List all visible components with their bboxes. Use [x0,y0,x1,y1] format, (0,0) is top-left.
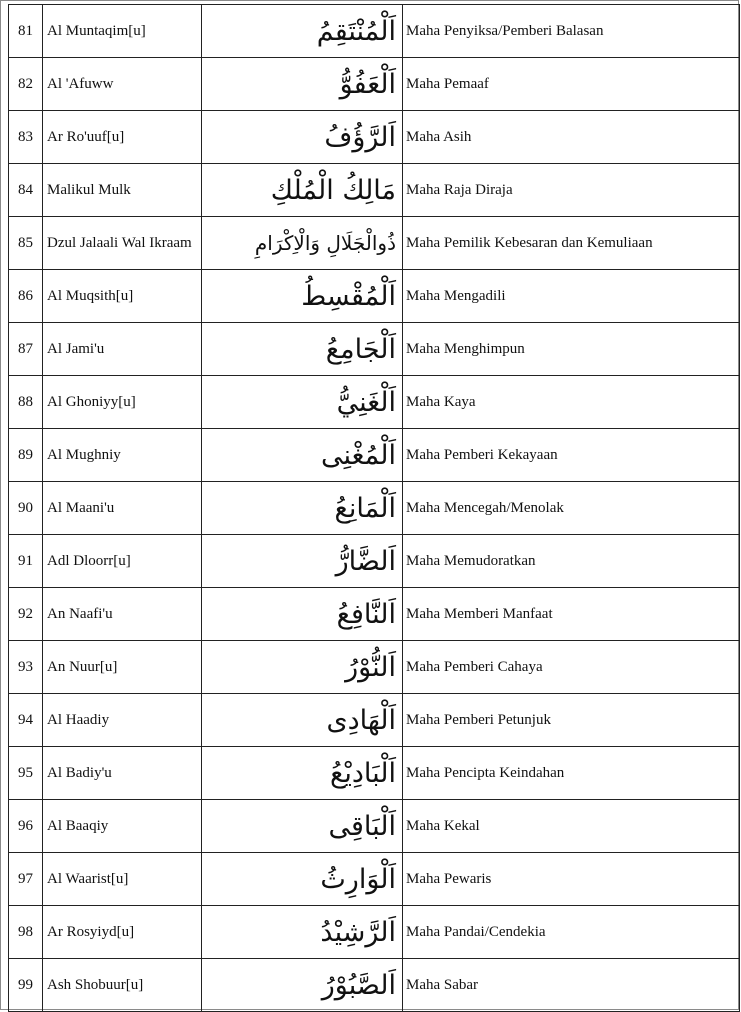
name-meaning: Maha Memberi Manfaat [403,588,740,641]
table-row [9,323,740,376]
row-number: 99 [9,959,43,1012]
arabic-name: اَلضَّارُّ [202,535,403,588]
row-number: 88 [9,376,43,429]
table-row [9,164,740,217]
table-row [9,747,740,800]
table-row [9,800,740,853]
arabic-name: اَلْمُغْنِى [202,429,403,482]
latin-name: Al Jami'u [43,323,202,376]
latin-name: Al Waarist[u] [43,853,202,906]
arabic-name: اَلْبَاقِى [202,800,403,853]
latin-name: Al Badiy'u [43,747,202,800]
asmaul-husna-table [8,4,740,1012]
name-meaning: Maha Kekal [403,800,740,853]
name-meaning: Maha Pewaris [403,853,740,906]
table-row [9,906,740,959]
name-meaning: Maha Pemberi Cahaya [403,641,740,694]
arabic-name: اَلْمُقْسِطُ [202,270,403,323]
table-row [9,959,740,1012]
latin-name: Al Baaqiy [43,800,202,853]
row-number: 98 [9,906,43,959]
table-body [9,5,740,1012]
name-meaning: Maha Penyiksa/Pemberi Balasan [403,5,740,58]
table-row [9,429,740,482]
arabic-name: اَلرَّشِيْدُ [202,906,403,959]
arabic-name: اَلْمُنْتَقِمُ [202,5,403,58]
table-row [9,376,740,429]
table-row [9,482,740,535]
latin-name: Al Muntaqim[u] [43,5,202,58]
name-meaning: Maha Menghimpun [403,323,740,376]
row-number: 93 [9,641,43,694]
table-row [9,641,740,694]
name-meaning: Maha Kaya [403,376,740,429]
row-number: 81 [9,5,43,58]
table-row [9,535,740,588]
latin-name: Ar Ro'uuf[u] [43,111,202,164]
name-meaning: Maha Mengadili [403,270,740,323]
table-row [9,694,740,747]
row-number: 89 [9,429,43,482]
name-meaning: Maha Pemilik Kebesaran dan Kemuliaan [403,217,740,270]
arabic-name: اَلْمَانِعُ [202,482,403,535]
row-number: 94 [9,694,43,747]
arabic-name: اَلنُّوْرُ [202,641,403,694]
arabic-name: اَلْغَنِيُّ [202,376,403,429]
row-number: 92 [9,588,43,641]
arabic-name: ذُوالْجَلَالِ وَالْاِكْرَامِ [202,217,403,270]
name-meaning: Maha Pemaaf [403,58,740,111]
latin-name: Malikul Mulk [43,164,202,217]
arabic-name: اَلنَّافِعُ [202,588,403,641]
row-number: 83 [9,111,43,164]
name-meaning: Maha Memudoratkan [403,535,740,588]
row-number: 95 [9,747,43,800]
row-number: 86 [9,270,43,323]
name-meaning: Maha Sabar [403,959,740,1012]
row-number: 82 [9,58,43,111]
arabic-name: اَلرَّؤُفُ [202,111,403,164]
arabic-name: مَالِكُ الْمُلْكِ [202,164,403,217]
table-row [9,217,740,270]
latin-name: Dzul Jalaali Wal Ikraam [43,217,202,270]
latin-name: Al Maani'u [43,482,202,535]
table-row [9,5,740,58]
name-meaning: Maha Asih [403,111,740,164]
arabic-name: اَلْجَامِعُ [202,323,403,376]
table-row [9,270,740,323]
name-meaning: Maha Pemberi Petunjuk [403,694,740,747]
table-row [9,588,740,641]
latin-name: An Naafi'u [43,588,202,641]
latin-name: Ar Rosyiyd[u] [43,906,202,959]
latin-name: Al Muqsith[u] [43,270,202,323]
latin-name: Adl Dloorr[u] [43,535,202,588]
table-row [9,853,740,906]
name-meaning: Maha Pandai/Cendekia [403,906,740,959]
row-number: 96 [9,800,43,853]
row-number: 91 [9,535,43,588]
arabic-name: اَلْوَارِثُ [202,853,403,906]
row-number: 85 [9,217,43,270]
latin-name: Al Mughniy [43,429,202,482]
name-meaning: Maha Pencipta Keindahan [403,747,740,800]
row-number: 84 [9,164,43,217]
table-row [9,58,740,111]
arabic-name: اَلصَّبُوْرُ [202,959,403,1012]
arabic-name: اَلْعَفُوُّ [202,58,403,111]
row-number: 87 [9,323,43,376]
latin-name: Al 'Afuww [43,58,202,111]
latin-name: Ash Shobuur[u] [43,959,202,1012]
latin-name: Al Ghoniyy[u] [43,376,202,429]
arabic-name: اَلْبَادِيْعُ [202,747,403,800]
table-row [9,111,740,164]
name-meaning: Maha Raja Diraja [403,164,740,217]
name-meaning: Maha Pemberi Kekayaan [403,429,740,482]
latin-name: An Nuur[u] [43,641,202,694]
row-number: 97 [9,853,43,906]
latin-name: Al Haadiy [43,694,202,747]
arabic-name: اَلْهَادِى [202,694,403,747]
row-number: 90 [9,482,43,535]
name-meaning: Maha Mencegah/Menolak [403,482,740,535]
